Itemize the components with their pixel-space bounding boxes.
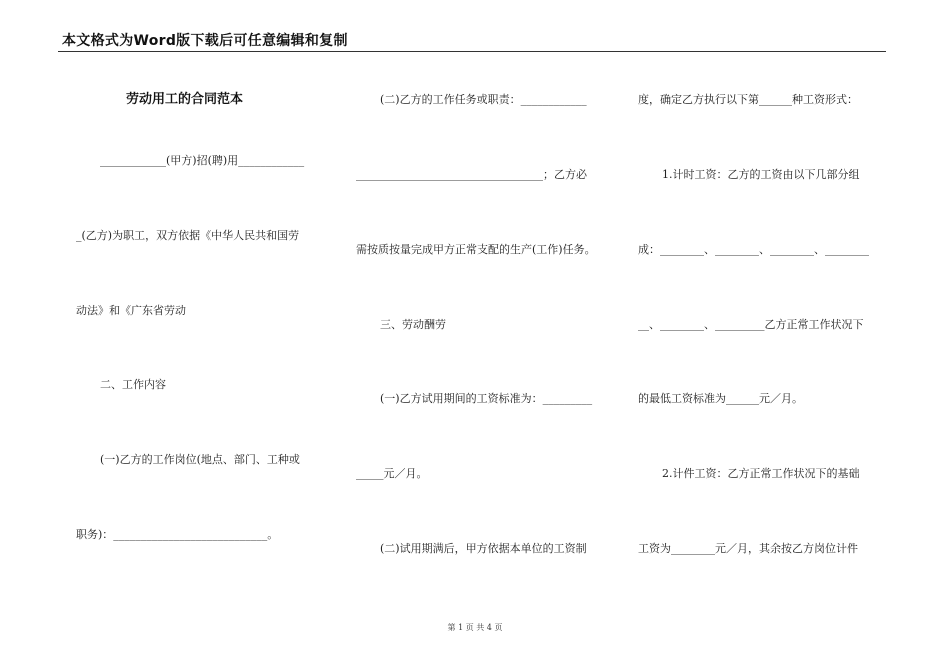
section-heading: 三、劳动酬劳 <box>380 318 446 331</box>
paragraph-line: 成：________、________、________、________ <box>638 243 869 256</box>
paragraph-line: 职务)：____________________________。 <box>76 528 279 541</box>
paragraph-line: 的最低工资标准为______元／月。 <box>638 392 803 405</box>
contract-title: 劳动用工的合同范本 <box>126 92 244 107</box>
document-header: 本文格式为Word版下载后可任意编辑和复制 <box>62 33 348 49</box>
paragraph-line: (一)乙方试用期间的工资标准为：_________ <box>380 392 593 405</box>
text-column-3 <box>638 0 888 672</box>
paragraph-line: (二)试用期满后，甲方依据本单位的工资制 <box>380 542 587 555</box>
paragraph-line: 2.计件工资：乙方正常工作状况下的基础 <box>662 467 860 480</box>
paragraph-line: 1.计时工资：乙方的工资由以下几部分组 <box>662 168 860 181</box>
paragraph-line: 度，确定乙方执行以下第______种工资形式： <box>638 93 858 106</box>
paragraph-line: __、________、_________乙方正常工作状况下 <box>638 318 864 331</box>
paragraph-line: 工资为________元／月，其余按乙方岗位计件 <box>638 542 858 555</box>
page-number: 第 1 页 共 4 页 <box>447 623 503 632</box>
paragraph-line: _____元／月。 <box>356 467 428 480</box>
paragraph-line: _(乙方)为职工，双方依据《中华人民共和国劳 <box>76 229 300 242</box>
paragraph-line: (一)乙方的工作岗位(地点、部门、工种或 <box>100 453 300 466</box>
paragraph-line: ____________(甲方)招(聘)用____________ <box>100 154 305 167</box>
text-column-2 <box>356 0 606 672</box>
paragraph-line: 动法》和《广东省劳动 <box>76 304 186 317</box>
paragraph-line: __________________________________；乙方必 <box>356 168 587 181</box>
paragraph-line: 需按质按量完成甲方正常支配的生产(工作)任务。 <box>356 243 596 256</box>
paragraph-line: (二)乙方的工作任务或职责：____________ <box>380 93 587 106</box>
section-heading: 二、工作内容 <box>100 378 166 391</box>
text-column-1 <box>76 0 326 672</box>
